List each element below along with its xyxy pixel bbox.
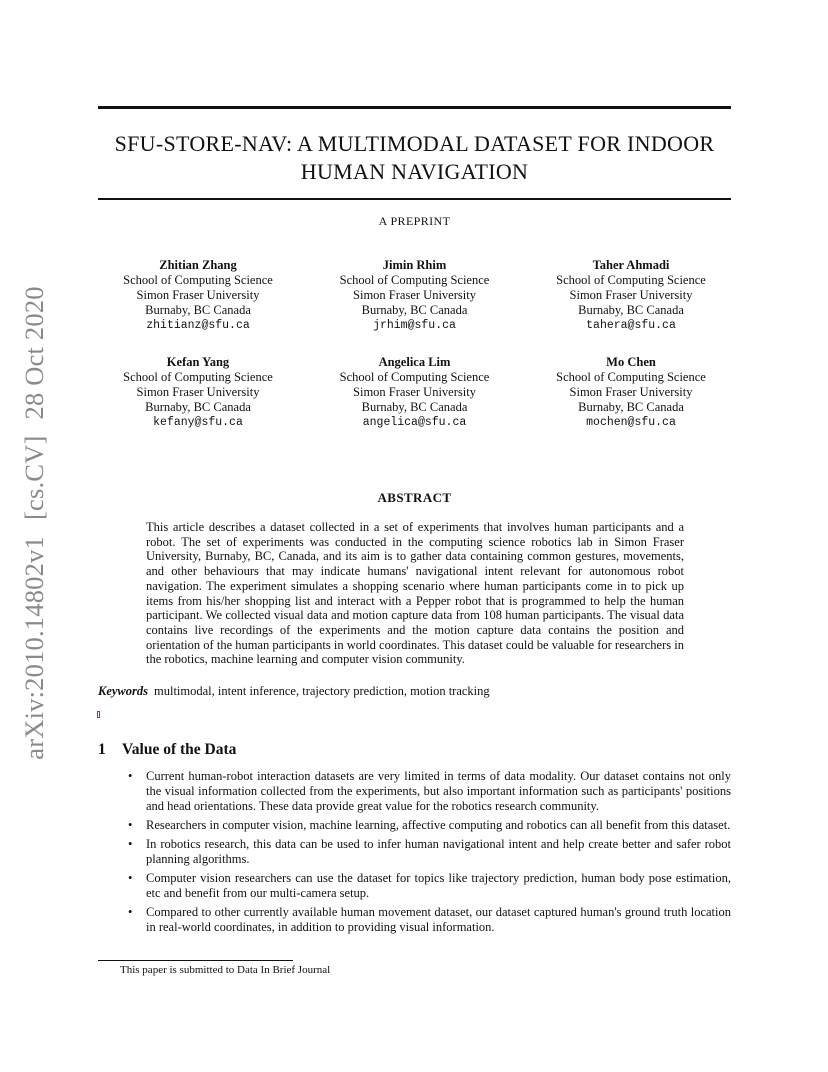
author-block [531, 258, 731, 333]
link-marker-icon[interactable] [97, 711, 100, 718]
section-title: Value of the Data [122, 741, 237, 758]
keywords-label: Keywords [98, 684, 148, 698]
author-location: Burnaby, BC Canada [145, 400, 251, 414]
author-email[interactable]: mochen@sfu.ca [586, 416, 676, 429]
author-location: Burnaby, BC Canada [578, 303, 684, 317]
author-email[interactable]: tahera@sfu.ca [586, 319, 676, 332]
author-email[interactable]: kefany@sfu.ca [153, 416, 243, 429]
value-bullet-list [128, 769, 731, 939]
bullet-text: Current human-robot interaction datasets are very limited in terms of data modality. Our dataset contains not only the visual information collected from the experiments, but also important information such as participants' positions and head orientations. These data provide great value for the robotics research community. [146, 769, 731, 813]
author-block [315, 258, 515, 333]
arxiv-category: [cs.CV] [19, 435, 49, 521]
list-item [128, 818, 731, 833]
bullet-icon: • [128, 769, 133, 783]
author-email[interactable]: angelica@sfu.ca [362, 416, 467, 429]
list-item [128, 837, 731, 867]
bullet-text: In robotics research, this data can be used to infer human navigational intent and help create better and safer robot planning algorithms. [146, 837, 731, 866]
author-email[interactable]: jrhim@sfu.ca [373, 319, 456, 332]
keywords-text: multimodal, intent inference, trajectory prediction, motion tracking [154, 684, 490, 698]
bullet-icon: • [128, 837, 133, 851]
author-dept: School of Computing Science [123, 370, 273, 384]
author-name: Kefan Yang [166, 355, 230, 369]
author-location: Burnaby, BC Canada [145, 303, 251, 317]
title-bottom-rule [98, 198, 731, 200]
author-location: Burnaby, BC Canada [361, 400, 468, 414]
paper-title [98, 130, 731, 186]
keywords-line [98, 684, 731, 699]
footnote-rule [98, 960, 293, 961]
author-name: Zhitian Zhang [159, 258, 237, 272]
abstract-body: This article describes a dataset collected in a set of experiments that involves human participants and a robot. The set of experiments was conducted in the computing science robotics lab in Simon Fraser University, Burnaby, BC, Canada, and its aim is to gather data containing common gestures, movements, and other behaviours that may indicate humans' navigational intent relevant for autonomous robot navigation. The experiment simulates a shopping scenario where human participants come in to pick up items from his/her shopping list and interact with a Pepper robot that is programmed to help the human participant. We collected visual data and motion capture data from 108 human participants. The visual data contains live recordings of the experiments and the motion capture data contains the position and orientation of the human participants in world coordinates. This dataset could be valuable for researchers in the robotics, machine learning and computer vision community. [146, 520, 684, 667]
arxiv-id: arXiv:2010.14802v1 [19, 536, 49, 760]
author-dept: School of Computing Science [556, 370, 706, 384]
author-location: Burnaby, BC Canada [578, 400, 684, 414]
bullet-icon: • [128, 905, 133, 919]
title-line-1: SFU-STORE-NAV: A MULTIMODAL DATASET FOR INDOOR [114, 131, 715, 156]
author-univ: Simon Fraser University [569, 385, 693, 399]
bullet-text: Computer vision researchers can use the dataset for topics like trajectory prediction, human body pose estimation, etc and benefit from our multi-camera setup. [146, 871, 731, 900]
author-email[interactable]: zhitianz@sfu.ca [146, 319, 250, 332]
bullet-text: Compared to other currently available human movement dataset, our dataset captured human's ground truth location in real-world coordinates, in addition to providing visual information. [146, 905, 731, 934]
list-item [128, 871, 731, 901]
section-number: 1 [98, 741, 106, 758]
author-univ: Simon Fraser University [353, 288, 476, 302]
footnote: This paper is submitted to Data In Brief Journal [120, 964, 331, 976]
preprint-label: A PREPRINT [378, 214, 451, 228]
arxiv-date: 28 Oct 2020 [19, 286, 49, 420]
section-heading [98, 741, 236, 759]
author-name: Mo Chen [606, 355, 656, 369]
author-univ: Simon Fraser University [136, 288, 260, 302]
author-name: Taher Ahmadi [592, 258, 670, 272]
list-item [128, 769, 731, 814]
bullet-text: Researchers in computer vision, machine learning, affective computing and robotics can all benefit from this dataset. [146, 818, 731, 832]
title-line-2: HUMAN NAVIGATION [300, 159, 529, 184]
arxiv-stamp [14, 273, 54, 773]
title-top-rule [98, 106, 731, 109]
author-name: Angelica Lim [378, 355, 451, 369]
list-item [128, 905, 731, 935]
author-univ: Simon Fraser University [569, 288, 693, 302]
author-dept: School of Computing Science [123, 273, 273, 287]
author-block [315, 355, 515, 430]
author-block [531, 355, 731, 430]
bullet-icon: • [128, 871, 133, 885]
author-row-2 [98, 355, 731, 430]
author-dept: School of Computing Science [556, 273, 706, 287]
author-row-1 [98, 258, 731, 333]
author-univ: Simon Fraser University [136, 385, 260, 399]
author-univ: Simon Fraser University [353, 385, 476, 399]
author-name: Jimin Rhim [382, 258, 447, 272]
author-location: Burnaby, BC Canada [361, 303, 468, 317]
author-dept: School of Computing Science [339, 273, 490, 287]
author-block [98, 258, 298, 333]
author-block [98, 355, 298, 430]
bullet-icon: • [128, 818, 133, 832]
abstract-heading: ABSTRACT [377, 490, 452, 505]
author-dept: School of Computing Science [339, 370, 490, 384]
